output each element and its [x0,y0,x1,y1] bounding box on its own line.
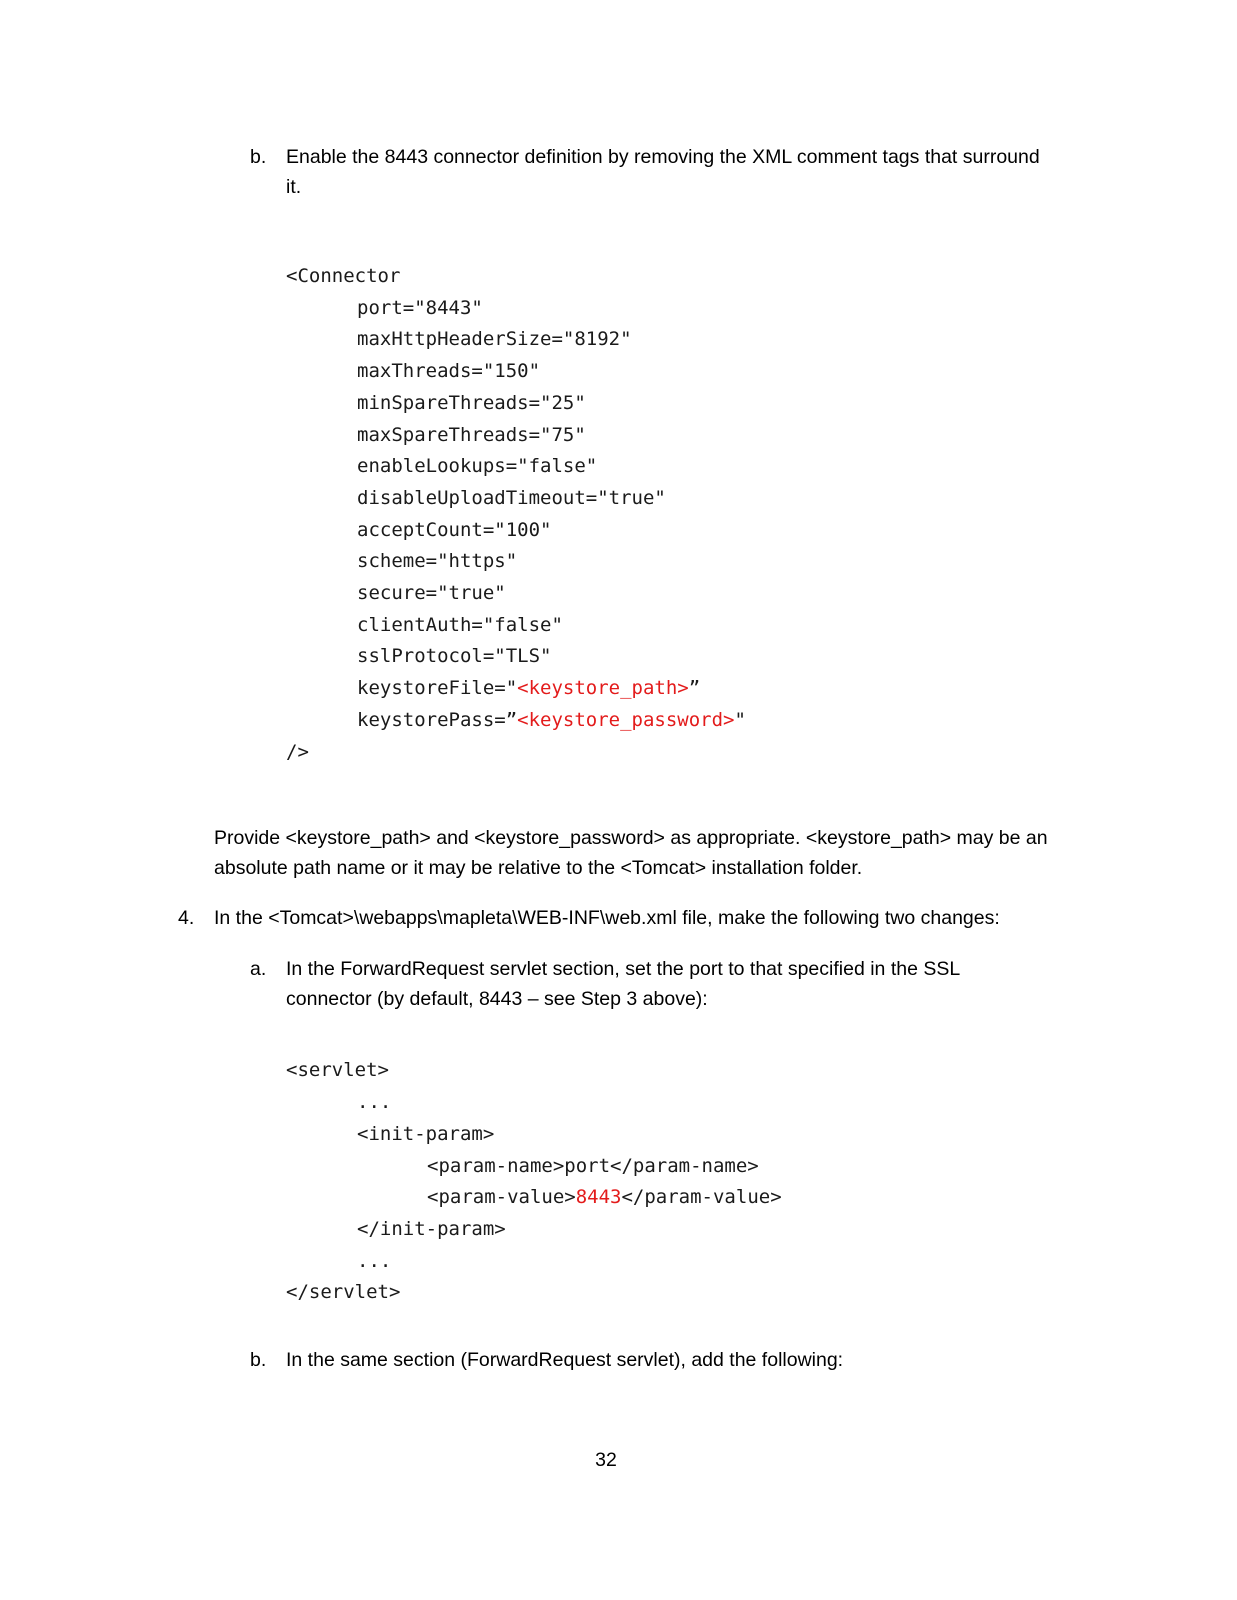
code-attr-max-http-header-size: maxHttpHeaderSize="8192" [357,328,632,351]
list-marker-4: 4. [178,907,195,929]
provide-note-line-1: Provide <keystore_path> and <keystore_password> as appropriate. <keystore_path> may be an [214,827,1048,849]
code-attr-enable-lookups: enableLookups="false" [357,455,598,478]
code-attr-disable-upload-timeout: disableUploadTimeout="true" [357,486,666,509]
step-4a-line-1: In the ForwardRequest servlet section, set the port to that specified in the SSL [286,958,961,980]
keystore-password-placeholder: <keystore_password> [517,708,735,731]
provide-note-line-2: absolute path name or it may be relative to the <Tomcat> installation folder. [214,857,863,879]
code-connector-open: <Connector [286,265,401,287]
step-4a-line-2: connector (by default, 8443 – see Step 3 above): [286,988,708,1010]
keystore-path-placeholder: <keystore_path> [517,677,689,700]
code-attr-ssl-protocol: sslProtocol="TLS" [357,645,552,668]
code-param-name: <param-name>port</param-name> [427,1155,759,1177]
code-param-value [427,1185,782,1209]
code-attr-max-spare-threads: maxSpareThreads="75" [357,423,586,446]
code-init-param-close: </init-param> [357,1218,506,1240]
code-attr-client-auth: clientAuth="false" [357,613,563,636]
page-number: 32 [595,1449,617,1471]
code-ellipsis-2: ... [357,1250,392,1272]
code-ellipsis-1: ... [357,1091,392,1113]
list-marker-b: b. [250,146,267,168]
list-marker-a: a. [250,958,267,980]
code-servlet-close: </servlet> [286,1281,401,1303]
param-value-open-tag: <param-value> [427,1186,576,1208]
step-3b-line-1: Enable the 8443 connector definition by removing the XML comment tags that surround [286,146,1040,168]
code-attr-max-threads: maxThreads="150" [357,360,541,383]
code-init-param-open: <init-param> [357,1123,495,1145]
code-servlet-open: <servlet> [286,1059,389,1081]
step-4b-text: In the same section (ForwardRequest servlet), add the following: [286,1349,844,1371]
code-attr-scheme: scheme="https" [357,550,518,573]
keystore-pass-quote: " [734,708,746,731]
code-attr-min-spare-threads: minSpareThreads="25" [357,391,586,414]
code-attr-secure: secure="true" [357,582,506,604]
keystore-pass-key: keystorePass=” [357,708,518,731]
code-connector-close: /> [286,740,309,763]
step-4-text: In the <Tomcat>\webapps\mapleta\WEB-INF\web.xml file, make the following two changes: [214,907,1000,929]
code-attr-keystore-file [357,676,700,700]
keystore-file-key: keystoreFile=" [357,677,518,700]
keystore-file-quote: ” [688,677,701,700]
code-attr-port: port="8443" [357,296,483,319]
step-3b-line-2: it. [286,176,302,198]
list-marker-b-2: b. [250,1349,267,1371]
param-value-close-tag: </param-value> [621,1186,782,1208]
param-value-port: 8443 [575,1186,622,1208]
code-attr-accept-count: acceptCount="100" [357,518,552,541]
code-attr-keystore-pass [357,708,746,732]
